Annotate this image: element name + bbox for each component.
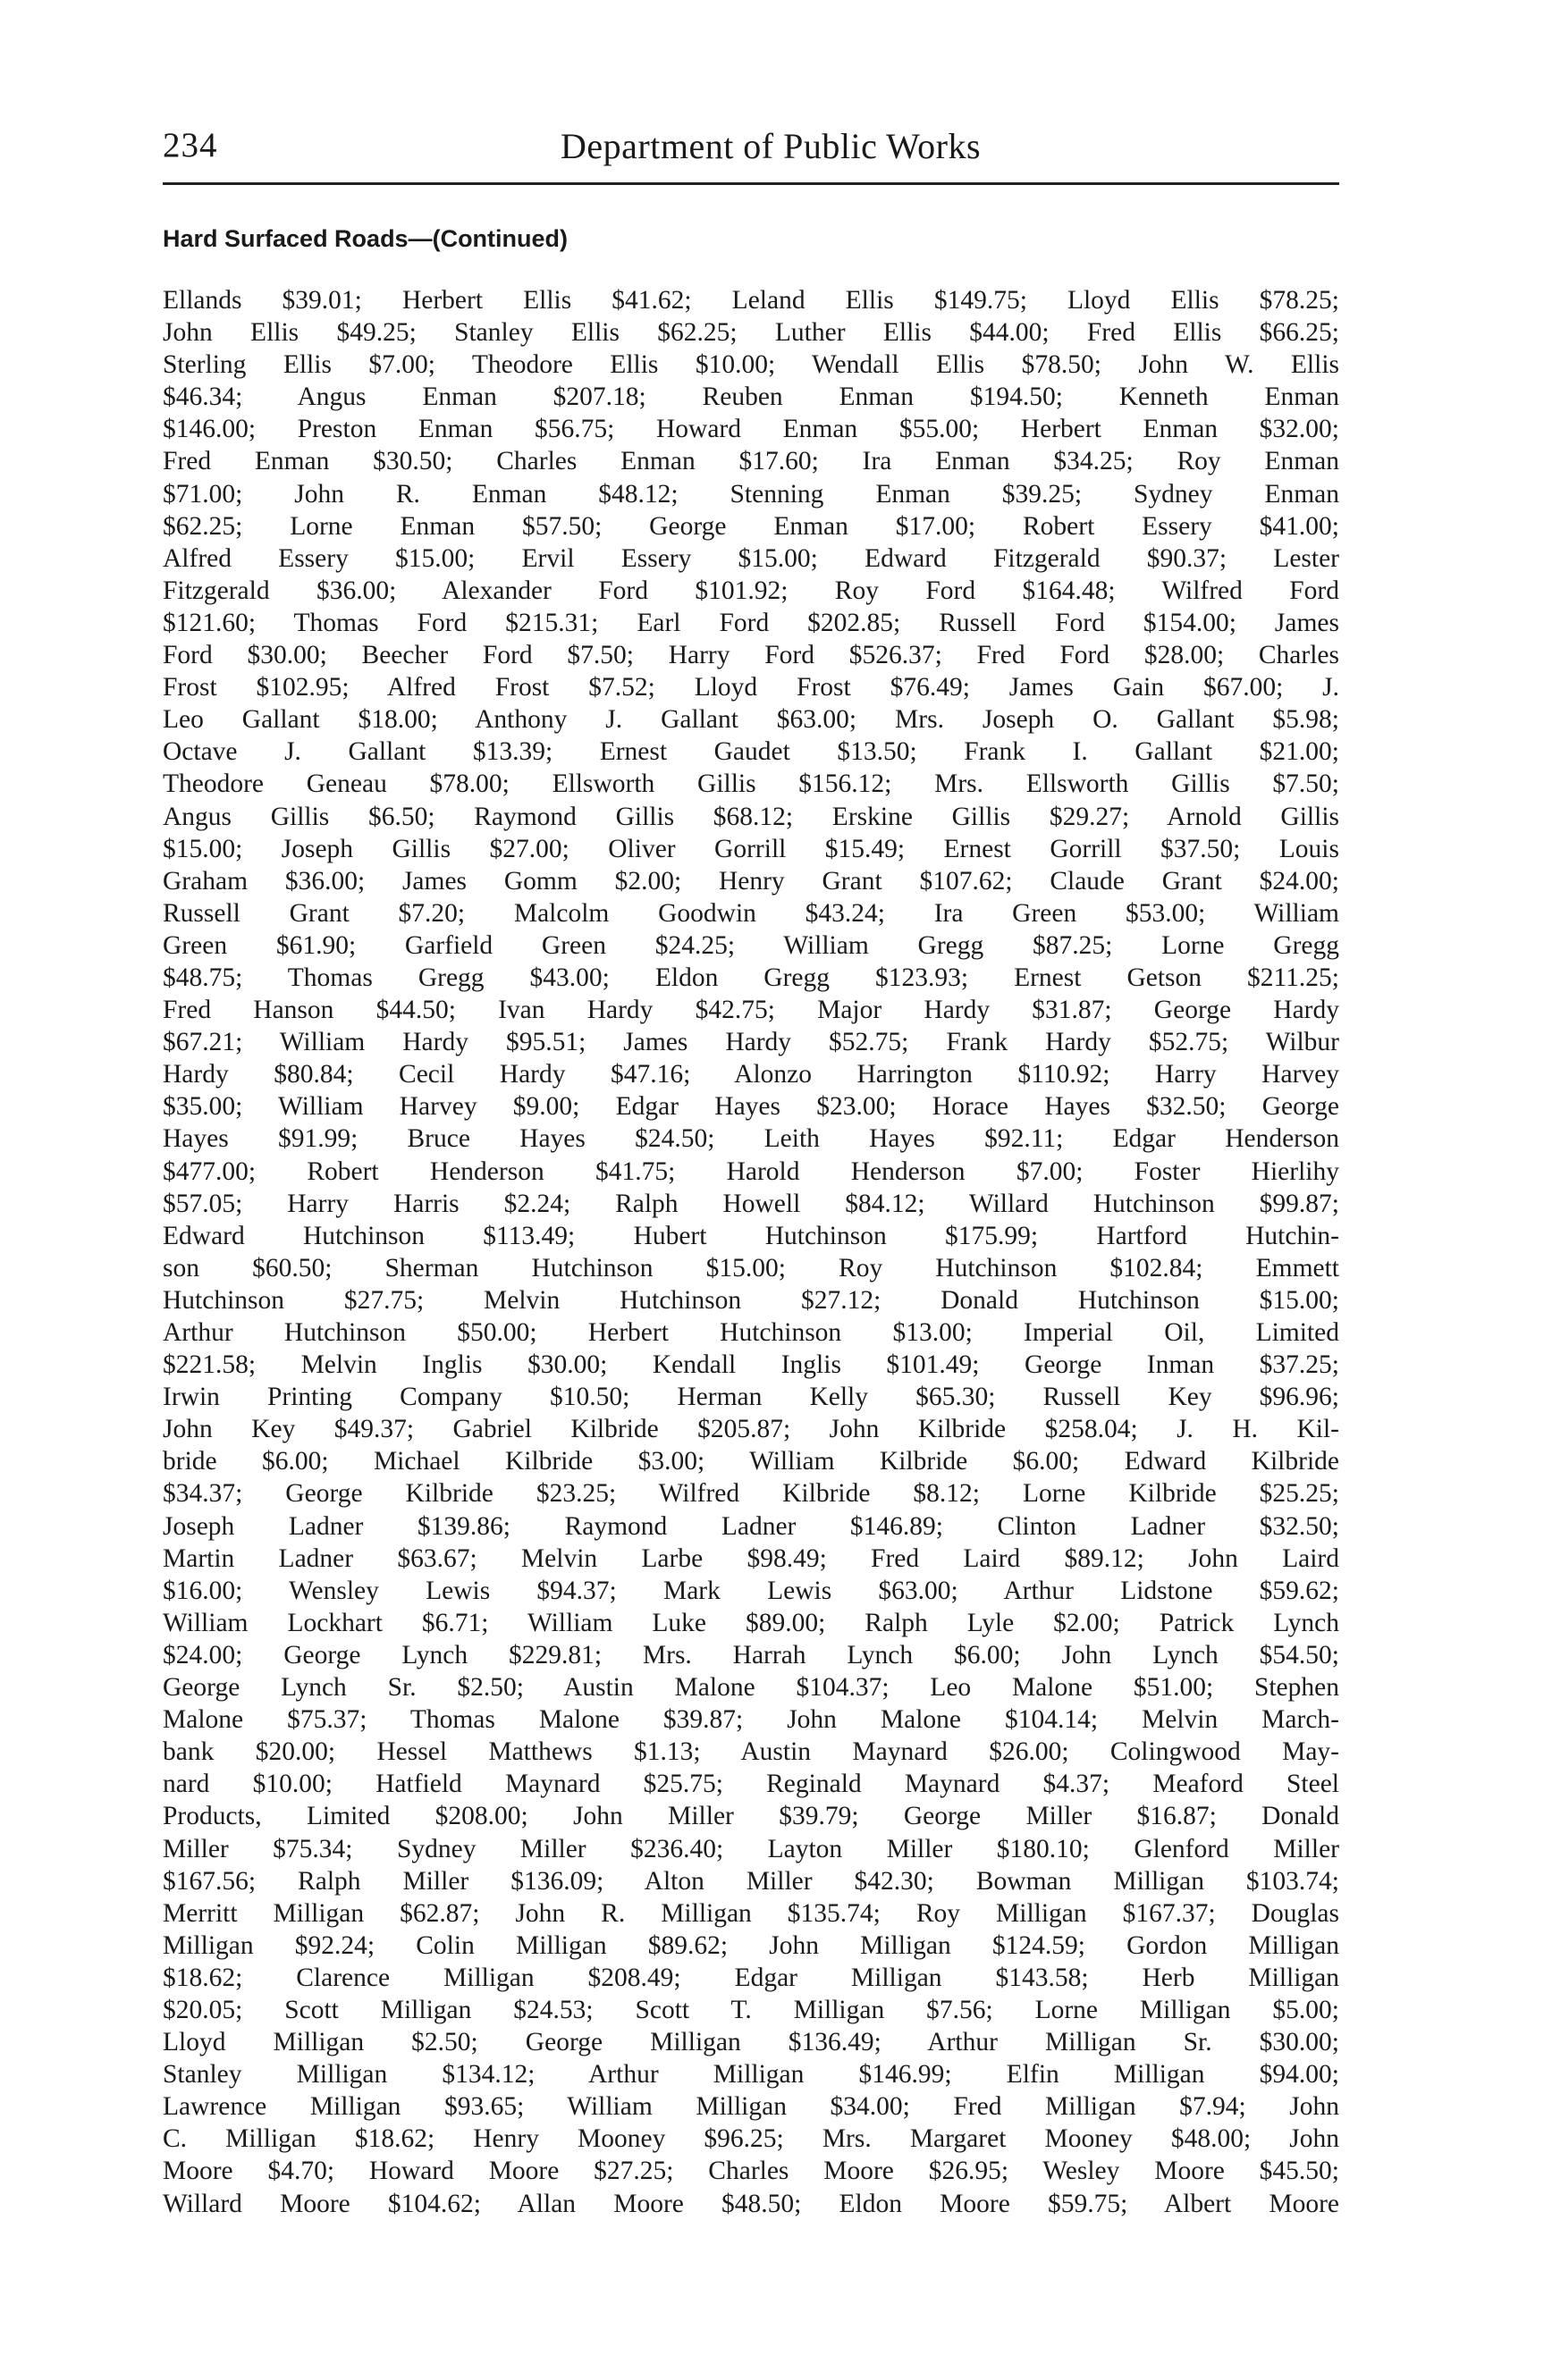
text-line: Hutchinson $27.75; Melvin Hutchinson $27.12; Donald Hutchinson $15.00; xyxy=(163,1285,1339,1315)
text-line: Products, Limited $208.00; John Miller $39.79; George Miller $16.87; Donald xyxy=(163,1802,1339,1831)
text-line: $16.00; Wensley Lewis $94.37; Mark Lewis $63.00; Arthur Lidstone $59.62; xyxy=(163,1576,1339,1605)
text-line: Moore $4.70; Howard Moore $27.25; Charles Moore $26.95; Wesley Moore $45.50; xyxy=(163,2157,1339,2186)
text-line: Octave J. Gallant $13.39; Ernest Gaudet $13.50; Frank I. Gallant $21.00; xyxy=(163,737,1339,767)
text-line: $15.00; Joseph Gillis $27.00; Oliver Gorrill $15.49; Ernest Gorrill $37.50; Louis xyxy=(163,834,1339,863)
text-line: Ellands $39.01; Herbert Ellis $41.62; Leland Ellis $149.75; Lloyd Ellis $78.25; xyxy=(163,286,1339,315)
text-line: Fred Enman $30.50; Charles Enman $17.60; Ira Enman $34.25; Roy Enman xyxy=(163,447,1339,476)
text-line: $24.00; George Lynch $229.81; Mrs. Harrah Lynch $6.00; John Lynch $54.50; xyxy=(163,1640,1339,1669)
text-line: Martin Ladner $63.67; Melvin Larbe $98.49; Fred Laird $89.12; John Laird xyxy=(163,1543,1339,1573)
text-line: Angus Gillis $6.50; Raymond Gillis $68.12; Erskine Gillis $29.27; Arnold Gillis xyxy=(163,802,1339,831)
text-line: $48.75; Thomas Gregg $43.00; Eldon Gregg $123.93; Ernest Getson $211.25; xyxy=(163,963,1339,992)
text-line: Arthur Hutchinson $50.00; Herbert Hutchinson $13.00; Imperial Oil, Limited xyxy=(163,1318,1339,1347)
text-line: Hardy $80.84; Cecil Hardy $47.16; Alonzo Harrington $110.92; Harry Harvey xyxy=(163,1060,1339,1089)
text-line: William Lockhart $6.71; William Luke $89.00; Ralph Lyle $2.00; Patrick Lynch xyxy=(163,1608,1339,1637)
page-number: 234 xyxy=(163,126,218,164)
text-line: $35.00; William Harvey $9.00; Edgar Hayes $23.00; Horace Hayes $32.50; George xyxy=(163,1092,1339,1122)
text-line: Edward Hutchinson $113.49; Hubert Hutchinson $175.99; Hartford Hutchin- xyxy=(163,1221,1339,1250)
text-line: Milligan $92.24; Colin Milligan $89.62; John Milligan $124.59; Gordon Milligan xyxy=(163,1930,1339,1960)
text-line: $221.58; Melvin Inglis $30.00; Kendall Inglis $101.49; George Inman $37.25; xyxy=(163,1350,1339,1380)
body-text xyxy=(163,284,1339,2220)
text-line: Malone $75.37; Thomas Malone $39.87; John Malone $104.14; Melvin March- xyxy=(163,1705,1339,1735)
text-line: son $60.50; Sherman Hutchinson $15.00; Roy Hutchinson $102.84; Emmett xyxy=(163,1253,1339,1283)
text-line: $57.05; Harry Harris $2.24; Ralph Howell $84.12; Willard Hutchinson $99.87; xyxy=(163,1189,1339,1218)
header-rule xyxy=(163,182,1339,185)
text-line: Irwin Printing Company $10.50; Herman Kelly $65.30; Russell Key $96.96; xyxy=(163,1383,1339,1412)
text-line: $477.00; Robert Henderson $41.75; Harold Henderson $7.00; Foster Hierlihy xyxy=(163,1156,1339,1186)
text-line: $121.60; Thomas Ford $215.31; Earl Ford $202.85; Russell Ford $154.00; James xyxy=(163,608,1339,637)
text-line: George Lynch Sr. $2.50; Austin Malone $104.37; Leo Malone $51.00; Stephen xyxy=(163,1673,1339,1703)
text-line: Fred Hanson $44.50; Ivan Hardy $42.75; Major Hardy $31.87; George Hardy xyxy=(163,996,1339,1025)
text-line: bank $20.00; Hessel Matthews $1.13; Austin Maynard $26.00; Colingwood May- xyxy=(163,1737,1339,1767)
text-line: Graham $36.00; James Gomm $2.00; Henry Grant $107.62; Claude Grant $24.00; xyxy=(163,866,1339,896)
running-title: Department of Public Works xyxy=(561,126,982,166)
text-line: $20.05; Scott Milligan $24.53; Scott T. Milligan $7.56; Lorne Milligan $5.00; xyxy=(163,1995,1339,2024)
text-line: Green $61.90; Garfield Green $24.25; William Gregg $87.25; Lorne Gregg xyxy=(163,930,1339,960)
page-header xyxy=(163,125,1339,179)
text-line: Willard Moore $104.62; Allan Moore $48.50; Eldon Moore $59.75; Albert Moore xyxy=(163,2189,1339,2218)
text-line: Merritt Milligan $62.87; John R. Milligan $135.74; Roy Milligan $167.37; Douglas xyxy=(163,1898,1339,1928)
text-line: Miller $75.34; Sydney Miller $236.40; Layton Miller $180.10; Glenford Miller xyxy=(163,1834,1339,1863)
text-line: $146.00; Preston Enman $56.75; Howard Enman $55.00; Herbert Enman $32.00; xyxy=(163,415,1339,444)
text-line: Theodore Geneau $78.00; Ellsworth Gillis $156.12; Mrs. Ellsworth Gillis $7.50; xyxy=(163,770,1339,799)
text-line: Lawrence Milligan $93.65; William Milligan $34.00; Fred Milligan $7.94; John xyxy=(163,2092,1339,2122)
text-line: John Key $49.37; Gabriel Kilbride $205.87; John Kilbride $258.04; J. H. Kil- xyxy=(163,1415,1339,1444)
text-line: Hayes $91.99; Bruce Hayes $24.50; Leith Hayes $92.11; Edgar Henderson xyxy=(163,1124,1339,1154)
text-line: $71.00; John R. Enman $48.12; Stenning Enman $39.25; Sydney Enman xyxy=(163,479,1339,509)
text-line: Frost $102.95; Alfred Frost $7.52; Lloyd Frost $76.49; James Gain $67.00; J. xyxy=(163,673,1339,702)
text-line: $167.56; Ralph Miller $136.09; Alton Miller $42.30; Bowman Milligan $103.74; xyxy=(163,1866,1339,1896)
text-line: Joseph Ladner $139.86; Raymond Ladner $146.89; Clinton Ladner $32.50; xyxy=(163,1511,1339,1541)
text-line: Leo Gallant $18.00; Anthony J. Gallant $63.00; Mrs. Joseph O. Gallant $5.98; xyxy=(163,705,1339,735)
text-line: $18.62; Clarence Milligan $208.49; Edgar Milligan $143.58; Herb Milligan xyxy=(163,1963,1339,1992)
text-line: Lloyd Milligan $2.50; George Milligan $136.49; Arthur Milligan Sr. $30.00; xyxy=(163,2028,1339,2057)
text-line: $62.25; Lorne Enman $57.50; George Enman $17.00; Robert Essery $41.00; xyxy=(163,511,1339,541)
text-line: bride $6.00; Michael Kilbride $3.00; William Kilbride $6.00; Edward Kilbride xyxy=(163,1447,1339,1476)
text-line: $34.37; George Kilbride $23.25; Wilfred Kilbride $8.12; Lorne Kilbride $25.25; xyxy=(163,1479,1339,1509)
text-line: $67.21; William Hardy $95.51; James Hardy $52.75; Frank Hardy $52.75; Wilbur xyxy=(163,1028,1339,1057)
text-line: Russell Grant $7.20; Malcolm Goodwin $43.24; Ira Green $53.00; William xyxy=(163,898,1339,928)
text-line: John Ellis $49.25; Stanley Ellis $62.25; Luther Ellis $44.00; Fred Ellis $66.25; xyxy=(163,318,1339,348)
text-line: Alfred Essery $15.00; Ervil Essery $15.00; Edward Fitzgerald $90.37; Lester xyxy=(163,543,1339,573)
text-line: Sterling Ellis $7.00; Theodore Ellis $10.00; Wendall Ellis $78.50; John W. Ellis xyxy=(163,350,1339,380)
text-line: Fitzgerald $36.00; Alexander Ford $101.92; Roy Ford $164.48; Wilfred Ford xyxy=(163,576,1339,605)
text-line: $46.34; Angus Enman $207.18; Reuben Enman $194.50; Kenneth Enman xyxy=(163,383,1339,412)
text-line: nard $10.00; Hatfield Maynard $25.75; Reginald Maynard $4.37; Meaford Steel xyxy=(163,1770,1339,1799)
section-heading: Hard Surfaced Roads—(Continued) xyxy=(163,225,569,252)
text-line: C. Milligan $18.62; Henry Mooney $96.25; Mrs. Margaret Mooney $48.00; John xyxy=(163,2124,1339,2154)
text-line: Stanley Milligan $134.12; Arthur Milligan $146.99; Elfin Milligan $94.00; xyxy=(163,2060,1339,2090)
text-line: Ford $30.00; Beecher Ford $7.50; Harry Ford $526.37; Fred Ford $28.00; Charles xyxy=(163,641,1339,670)
